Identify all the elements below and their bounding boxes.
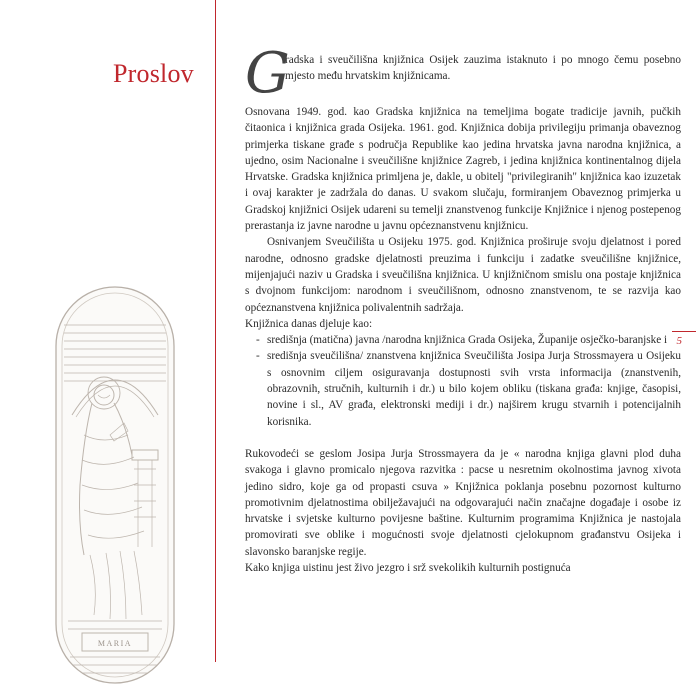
- function-list: [245, 332, 681, 430]
- page-heading: Proslov: [113, 59, 194, 89]
- page-number: 5: [676, 335, 682, 347]
- list-item: - središnja sveučilišna/ znanstvena knjižnica Sveučilišta Josipa Jurja Strossmayera u Osijeku s osnovnim ciljem osiguravanja dostupnosti svih vrsta informacija (znanstvenih, obrazovnih, stručnih, kulturnih i dr.) u bilo kojem obliku (tiskana građa: knjige, časopisi, novine i sl., AV građa, elektronski mediji i dr.) najširem krugu stvarnih i potencijalnih korisnika.: [256, 350, 681, 428]
- intro-paragraph: [245, 41, 681, 106]
- list-intro: Knjižnica danas djeluje kao:: [245, 317, 373, 330]
- drop-cap: G: [245, 41, 290, 106]
- list-item: - središnja (matična) javna /narodna knjižnica Grada Osijeka, Županije osječko-baranjske i: [256, 334, 668, 347]
- vertical-divider: [215, 0, 216, 662]
- paragraph-final: Kako knjiga uistinu jest živo jezgro i srž svekolikih kulturnih postignuća: [245, 562, 571, 575]
- main-text: [245, 41, 681, 576]
- engraving-frame: [56, 287, 174, 683]
- madonna-engraving-illustration: [54, 285, 176, 685]
- paragraph-founding: Osnovana 1949. god. kao Gradska knjižnica na temeljima bogate tradicije javnih, pučkih čitaonica i knjižnica grada Osijeka. 1961. god. Knjižnica dobija privilegiju primanja obaveznog primjerka tiskane građe s područja Republike kao jedina hrvatska javna narodna knjižnica, a ujedno, osim Nacionalne i sveučilišne knjižnice Zagreb, i jedina knjižnica kontinentalnog dijela Hrvatske. Gradska knjižnica primljena je, dakle, u obitelj "privilegiranih" knjižnica kao izuzetak i ovaj karakter je zadržala do danas. U svakom slučaju, formiranjem Obaveznog primjerka u Gradskoj knjižnici Osijek udareni su temelji znanstvenog funkcije Knjižnice i njenog postepenog prerastanja iz javne narodne u javnu općeznanstvenu knjižnicu.: [245, 106, 681, 233]
- engraving-caption: MARIA: [97, 639, 133, 648]
- paragraph-university: Osnivanjem Sveučilišta u Osijeku 1975. god. Knjižnica proširuje svoju djelatnost i pored narodne, odnosno gradske djelatnosti preuzima i funkciju i zadatke sveučilišne knjižnice, mijenjajući naziv u Gradska i sveučilišna knjižnica. U knjižničnom smislu ona postaje knjižnica s dvojnom funkcijom: narodnom i sveučilišnom, odnosno znanstvenom, te se razvija kao općeznanstvena knjižnica polivalentnih sadržaja.: [245, 236, 681, 314]
- intro-text: radska i sveučilišna knjižnica Osijek zauzima istaknuto i po mnogo čemu posebno mjesto među hrvatskim knjižnicama.: [285, 54, 681, 83]
- paragraph-closing: Rukovodeći se geslom Josipa Jurja Strossmayera da je « narodna knjiga glavni plod duha svakoga i glavno promicalo njegova razvitka : pacse u nesretnim okolnostima javnog xivota jedino sidro, koje ga od propasti csuva » Knjižnica poklanja posebnu pozornost kulturno promotivnim djelatnostima obilježavajući na odgovarajući način značajne događaje i osobe iz hrvatske i svjetske kulturno povijesne baštine. Kulturnim programima Knjižnica je nastojala promovirati sve oblike i mogućnosti svoje djelatnosti cjelokupnom građanstvu Osijeka i slavonsko baranjske regije.: [245, 447, 681, 558]
